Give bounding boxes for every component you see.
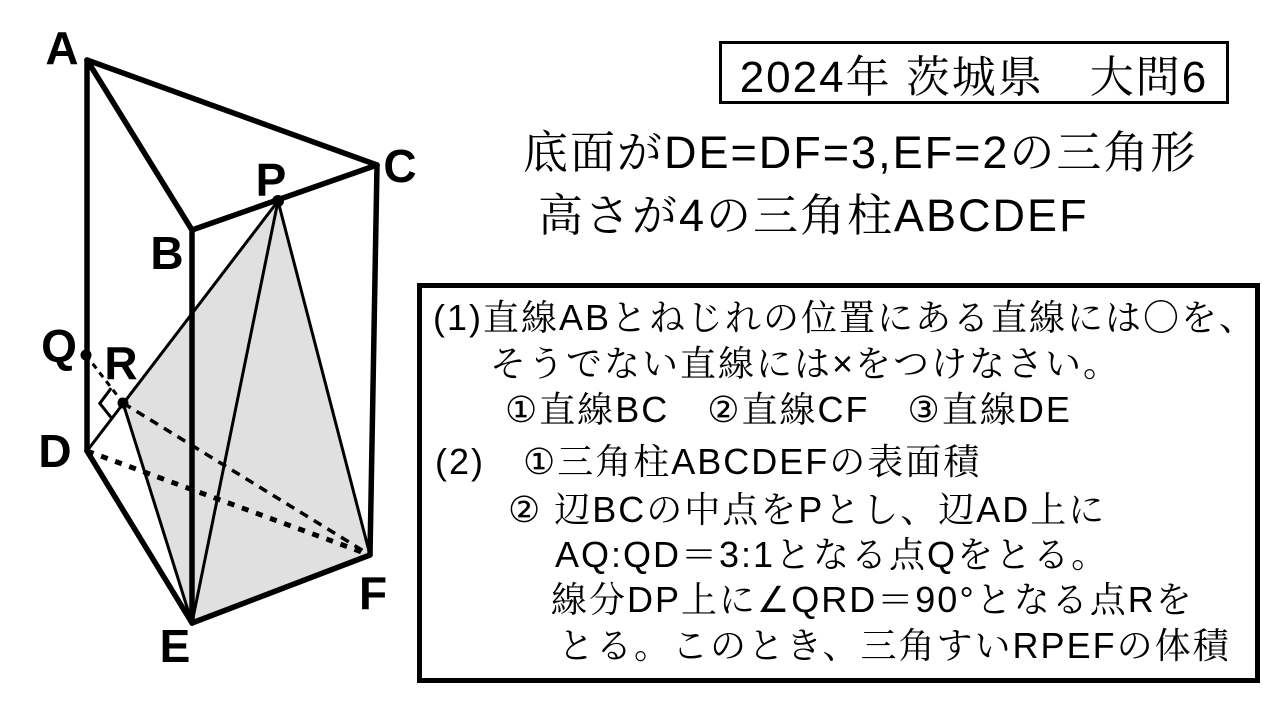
question-line-6: AQ:QD＝3:1となる点Qをとる。 bbox=[555, 534, 1110, 575]
prism-diagram bbox=[0, 0, 430, 720]
title-box bbox=[719, 41, 1229, 104]
label-point-q: Q bbox=[41, 320, 77, 372]
question-line-7: 線分DP上に∠QRD＝90°となる点Rを bbox=[551, 579, 1194, 620]
question-line-1: (1)直線ABとねじれの位置にある直線には〇を、 bbox=[433, 297, 1258, 338]
label-vertex-b: B bbox=[150, 227, 184, 279]
label-vertex-e: E bbox=[159, 620, 191, 672]
question-line-2: そうでない直線には×をつけなさい。 bbox=[490, 343, 1122, 384]
statement-line-1: 底面がDE=DF=3,EF=2の三角形 bbox=[523, 127, 1198, 178]
title-text: 2024年 茨城県 大問6 bbox=[739, 52, 1209, 102]
question-box bbox=[417, 283, 1260, 683]
label-point-r: R bbox=[104, 337, 138, 389]
label-vertex-f: F bbox=[358, 567, 388, 619]
question-line-8: とる。このとき、三角すいRPEFの体積 bbox=[558, 625, 1231, 666]
question-line-4: (2) ①三角柱ABCDEFの表面積 bbox=[435, 441, 982, 482]
right-angle-mark bbox=[100, 388, 112, 418]
label-vertex-a: A bbox=[45, 22, 79, 74]
question-line-3: ①直線BC ②直線CF ③直線DE bbox=[505, 389, 1072, 430]
point-q-dot bbox=[81, 350, 92, 361]
label-vertex-c: C bbox=[383, 140, 417, 192]
edge-ac bbox=[87, 60, 377, 165]
question-line-5: ② 辺BCの中点をPとし、辺AD上に bbox=[508, 489, 1107, 530]
edge-ab bbox=[87, 60, 192, 230]
edge-cf bbox=[370, 165, 377, 555]
point-r-dot bbox=[118, 398, 129, 409]
statement-line-2: 高さが4の三角柱ABCDEF bbox=[538, 190, 1089, 241]
label-vertex-d: D bbox=[38, 425, 72, 477]
label-point-p: P bbox=[255, 154, 287, 206]
